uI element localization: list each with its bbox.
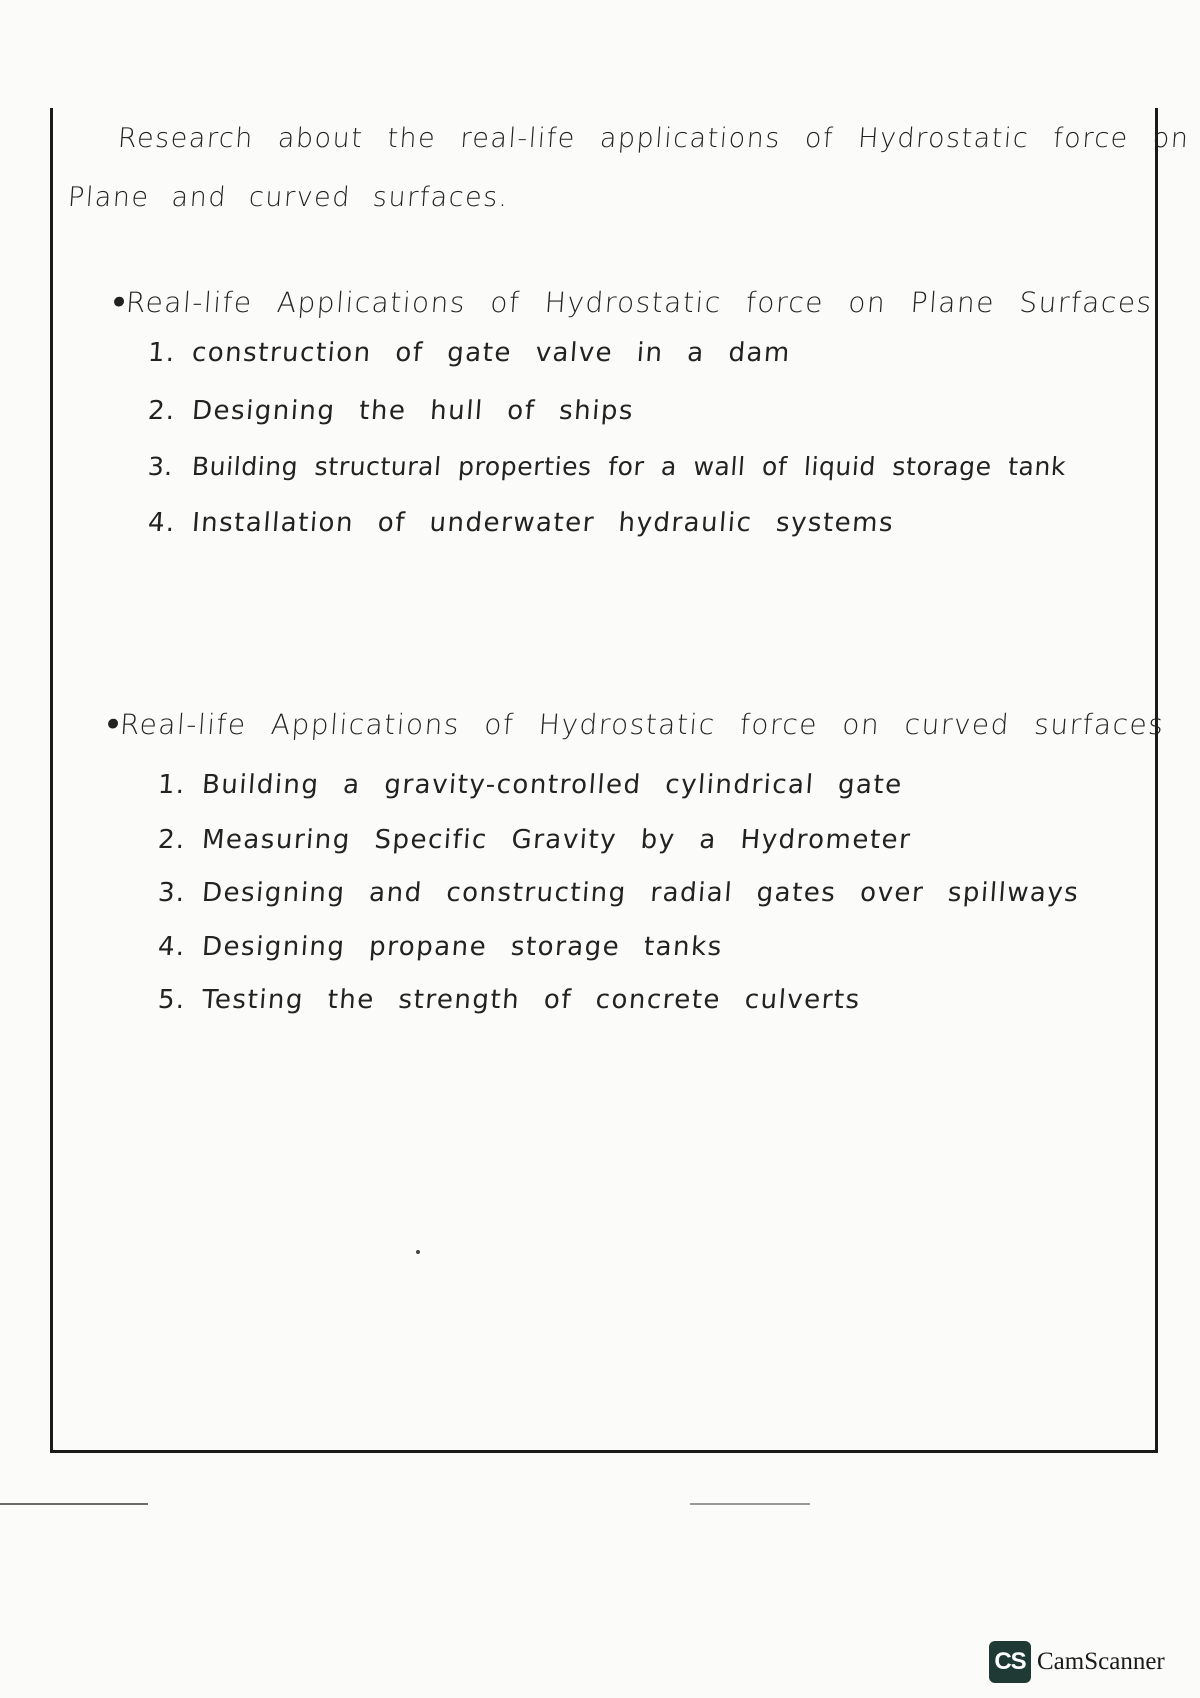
list-item [147,452,1067,481]
item-text: Measuring Specific Gravity by a Hydrometer [200,825,913,855]
item-text: Testing the strength of concrete culverts [200,985,862,1015]
item-number: 1. [146,338,177,368]
item-text: Designing propane storage tanks [200,932,724,962]
curved-heading-text: Real-life Applications of Hydrostatic force on curved surfaces [118,708,1166,741]
list-item [147,396,635,426]
intro-line-2: Plane and curved surfaces. [66,182,510,213]
item-text: Building a gravity-controlled cylindrical gate [200,770,904,800]
item-number: 4. [156,932,187,962]
list-item [157,878,1080,908]
item-text: Designing the hull of ships [190,396,636,426]
list-item [147,338,792,368]
item-number: 3. [156,878,187,908]
scan-edge-line [0,1503,148,1505]
item-text: Building structural properties for a wall of liquid storage tank [190,452,1068,481]
item-text: construction of gate valve in a dam [190,338,792,368]
plane-heading-text: Real-life Applications of Hydrostatic force on Plane Surfaces [124,286,1154,319]
item-number: 5. [156,985,187,1015]
stray-mark [416,1250,420,1254]
item-number: 2. [146,396,177,426]
item-number: 1. [156,770,187,800]
list-item [147,508,895,538]
list-item [157,770,904,800]
camscanner-logo-icon: CS [989,1641,1031,1683]
item-number: 2. [156,825,187,855]
bullet-icon: • [102,708,125,741]
curved-section-heading [103,708,1166,741]
camscanner-watermark [989,1641,1165,1683]
bullet-icon: • [108,286,131,319]
item-text: Installation of underwater hydraulic systems [190,508,896,538]
item-number: 4. [146,508,177,538]
list-item [157,985,862,1015]
list-item [157,825,912,855]
item-text: Designing and constructing radial gates over spillways [200,878,1081,908]
item-number: 3. [146,452,175,481]
list-item [157,932,724,962]
intro-line-1: Research about the real-life applications of Hydrostatic force on [116,123,1191,154]
plane-section-heading [109,286,1154,319]
scan-edge-line [690,1503,810,1505]
camscanner-brand: CamScanner [1037,1648,1165,1675]
